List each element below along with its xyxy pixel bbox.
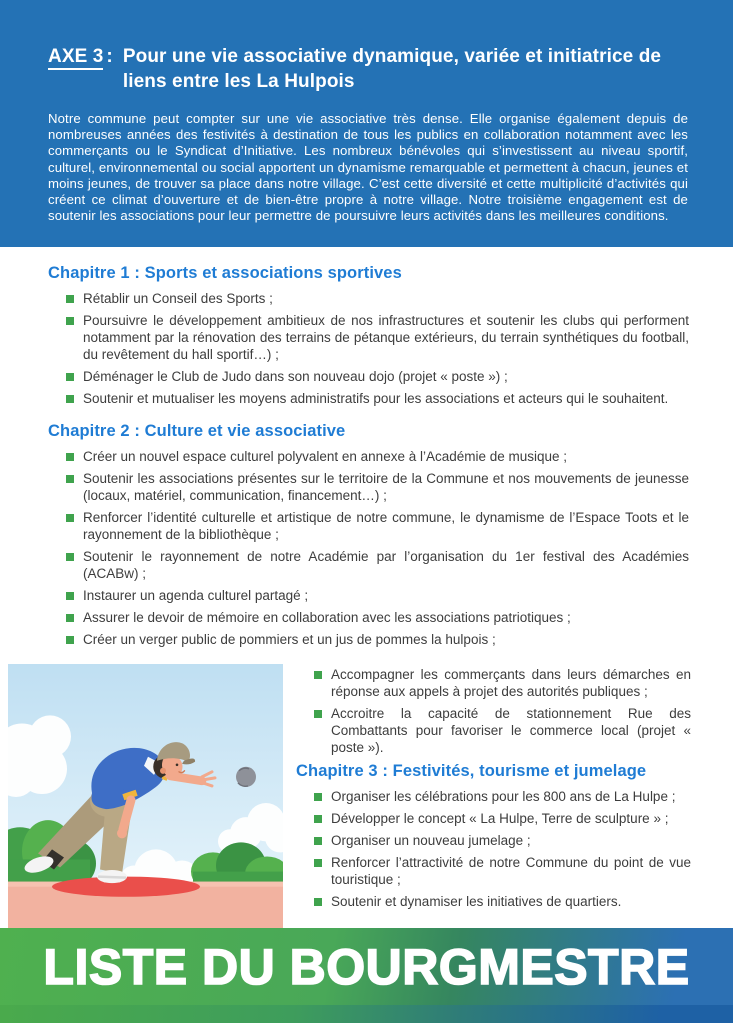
list-item: [314, 893, 691, 910]
axe-label-wrap: [48, 44, 113, 94]
chapter-1-section: [0, 263, 733, 415]
bullet-square-icon: [314, 793, 322, 801]
bullet-square-icon: [66, 373, 74, 381]
bullet-square-icon: [66, 553, 74, 561]
footer-gradient-stripe: [0, 1005, 733, 1023]
chapter-2-title: Chapitre 2 : Culture et vie associative: [48, 422, 346, 440]
list-item: [66, 548, 689, 582]
bullet-square-icon: [314, 671, 322, 679]
bullet-text: Instaurer un agenda culturel partagé ;: [83, 588, 309, 603]
list-item: [66, 368, 689, 385]
bullet-text: Développer le concept « La Hulpe, Terre de sculpture » ;: [331, 811, 669, 826]
bullet-text: Créer un verger public de pommiers et un jus de pommes la hulpois ;: [83, 632, 496, 647]
chapter-1-title: Chapitre 1 : Sports et associations sportives: [48, 264, 402, 282]
bullet-text: Soutenir les associations présentes sur le territoire de la Commune et nos mouvements de jeunesse (locaux, matériel, communication, financement…) ;: [83, 471, 689, 503]
list-item: [66, 390, 689, 407]
throwing-circle: [52, 877, 200, 897]
bullet-square-icon: [66, 475, 74, 483]
bullet-text: Rétablir un Conseil des Sports ;: [83, 291, 273, 306]
chapter-1-list: [48, 290, 689, 407]
bullet-text: Déménager le Club de Judo dans son nouveau dojo (projet « poste ») ;: [83, 369, 508, 384]
bullet-text: Organiser un nouveau jumelage ;: [331, 833, 531, 848]
main-content: [0, 247, 733, 928]
chapter-3-list: [296, 788, 691, 910]
list-item: [66, 470, 689, 504]
list-item: [314, 854, 691, 888]
bullet-text: Renforcer l’attractivité de notre Commune du point de vue touristique ;: [331, 855, 691, 887]
bullet-text: Organiser les célébrations pour les 800 ans de La Hulpe ;: [331, 789, 676, 804]
bullet-square-icon: [314, 710, 322, 718]
petanque-illustration: [8, 664, 283, 928]
chapter-2-list: [48, 448, 689, 648]
chapter-2-section: [0, 421, 733, 656]
bullet-text: Assurer le devoir de mémoire en collaboration avec les associations patriotiques ;: [83, 610, 571, 625]
list-item: [314, 666, 691, 700]
bullet-text: Soutenir le rayonnement de notre Académie par l’organisation du 1er festival des Académies (ACABw) ;: [83, 549, 689, 581]
bullet-text: Créer un nouvel espace culturel polyvalent en annexe à l’Académie de musique ;: [83, 449, 568, 464]
petanque-illustration-svg: [8, 664, 283, 928]
list-item: [66, 509, 689, 543]
bullet-square-icon: [66, 317, 74, 325]
axe-title: [48, 44, 688, 94]
list-item: [66, 448, 689, 465]
bullet-square-icon: [66, 636, 74, 644]
bottom-banner: [0, 928, 733, 1005]
bullet-square-icon: [314, 898, 322, 906]
banner-title: LISTE DU BOURGMESTRE: [43, 938, 690, 995]
intro-paragraph: Notre commune peut compter sur une vie associative très dense. Elle organise également depuis de nombreuses années des festivités à destination de tous les publics en collaboration notamment avec les commerçants ou le Syndicat d’Initiative. Les nombreux bénévoles qui s’investissent au niveau sportif, culturel, environnemental ou social apportent un dynamisme remarquable et permettent à chacun, jeunes et moins jeunes, de trouver sa place dans notre village. C’est cette diversité et cette multiplicité d’activités qui créent ce climat d’ouverture et de bien-être propre à notre village. Notre troisième engagement est de soutenir les associations pour leur permettre de poursuivre leurs activités dans les meilleures conditions.: [48, 111, 688, 224]
list-item: [314, 705, 691, 756]
bullet-square-icon: [66, 295, 74, 303]
bullet-square-icon: [314, 815, 322, 823]
list-item: [66, 609, 689, 626]
bullet-square-icon: [66, 395, 74, 403]
list-item: [314, 788, 691, 805]
chapter-2-extra-list: [296, 666, 691, 756]
axe-colon: :: [106, 46, 113, 67]
axe-title-text: Pour une vie associative dynamique, variée et initiatrice de liens entre les La Hulpois: [122, 46, 662, 92]
chapter-3-title: Chapitre 3 : Festivités, tourisme et jumelage: [296, 762, 647, 780]
list-item: [66, 631, 689, 648]
bullet-text: Poursuivre le développement ambitieux de nos infrastructures et soutenir les clubs qui performent notamment par la rénovation des terrains de pétanque extérieurs, du terrain synthétiques du football, du revêtement du hall sportif…) ;: [83, 313, 689, 362]
right-column: [283, 664, 733, 928]
bullet-text: Renforcer l’identité culturelle et artistique de notre commune, le dynamisme de l’Espace Toots et le rayonnement de la bibliothèque ;: [83, 510, 689, 542]
list-item: [66, 290, 689, 307]
list-item: [66, 587, 689, 604]
bullet-square-icon: [66, 514, 74, 522]
list-item: [314, 810, 691, 827]
bullet-square-icon: [66, 614, 74, 622]
hero-header: [0, 0, 733, 247]
bullet-square-icon: [66, 592, 74, 600]
bullet-square-icon: [66, 453, 74, 461]
bullet-text: Soutenir et dynamiser les initiatives de quartiers.: [331, 894, 622, 909]
two-column-zone: [0, 664, 733, 928]
bullet-square-icon: [314, 859, 322, 867]
boule-icon: [236, 767, 256, 787]
list-item: [314, 832, 691, 849]
bullet-text: Accroitre la capacité de stationnement Rue des Combattants pour favoriser le commerce local (projet « poste »).: [331, 706, 691, 755]
list-item: [66, 312, 689, 363]
bullet-text: Accompagner les commerçants dans leurs démarches en réponse aux appels à projet des autorités publiques ;: [331, 667, 691, 699]
axe-label: AXE 3: [48, 46, 103, 70]
bullet-text: Soutenir et mutualiser les moyens administratifs pour les associations et acteurs qui le souhaitent.: [83, 391, 669, 406]
bullet-square-icon: [314, 837, 322, 845]
